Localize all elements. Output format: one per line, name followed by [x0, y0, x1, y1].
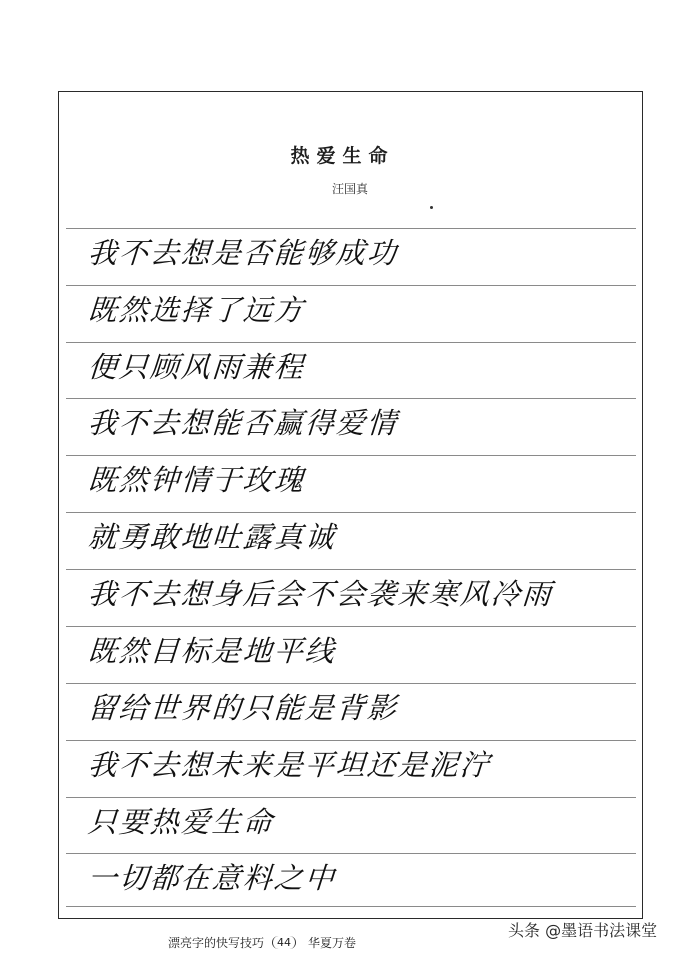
poem-author: 汪国真 — [331, 182, 368, 196]
footer-page-number: 44 — [272, 936, 296, 949]
decorative-dot — [430, 206, 433, 209]
poem-line: 我不去想是否能够成功 — [86, 236, 400, 270]
poem-line: 既然钟情于玫瑰 — [86, 463, 307, 497]
poem-line: 我不去想未来是平坦还是泥泞 — [86, 748, 493, 782]
poem-line: 既然目标是地平线 — [86, 634, 338, 668]
footer-book-title: 漂亮字的快写技巧 — [168, 935, 265, 950]
poem-line: 一切都在意料之中 — [86, 861, 338, 895]
poem-line: 我不去想能否赢得爱情 — [86, 406, 400, 440]
poem-line: 就勇敢地吐露真诚 — [86, 520, 338, 554]
page-footer — [168, 932, 356, 952]
poem-line: 我不去想身后会不会袭来寒风冷雨 — [86, 577, 555, 611]
poem-line: 留给世界的只能是背影 — [86, 691, 400, 725]
poem-title: 热爱生命 — [290, 145, 395, 167]
page-frame — [58, 91, 643, 919]
poem-line: 便只顾风雨兼程 — [86, 350, 307, 384]
poem-line: 既然选择了远方 — [86, 293, 307, 327]
ruled-line — [66, 906, 636, 907]
poem-line: 只要热爱生命 — [86, 805, 276, 839]
watermark-text: 头条 @墨语书法课堂 — [508, 921, 658, 940]
footer-publisher: 华夏万卷 — [308, 935, 357, 950]
